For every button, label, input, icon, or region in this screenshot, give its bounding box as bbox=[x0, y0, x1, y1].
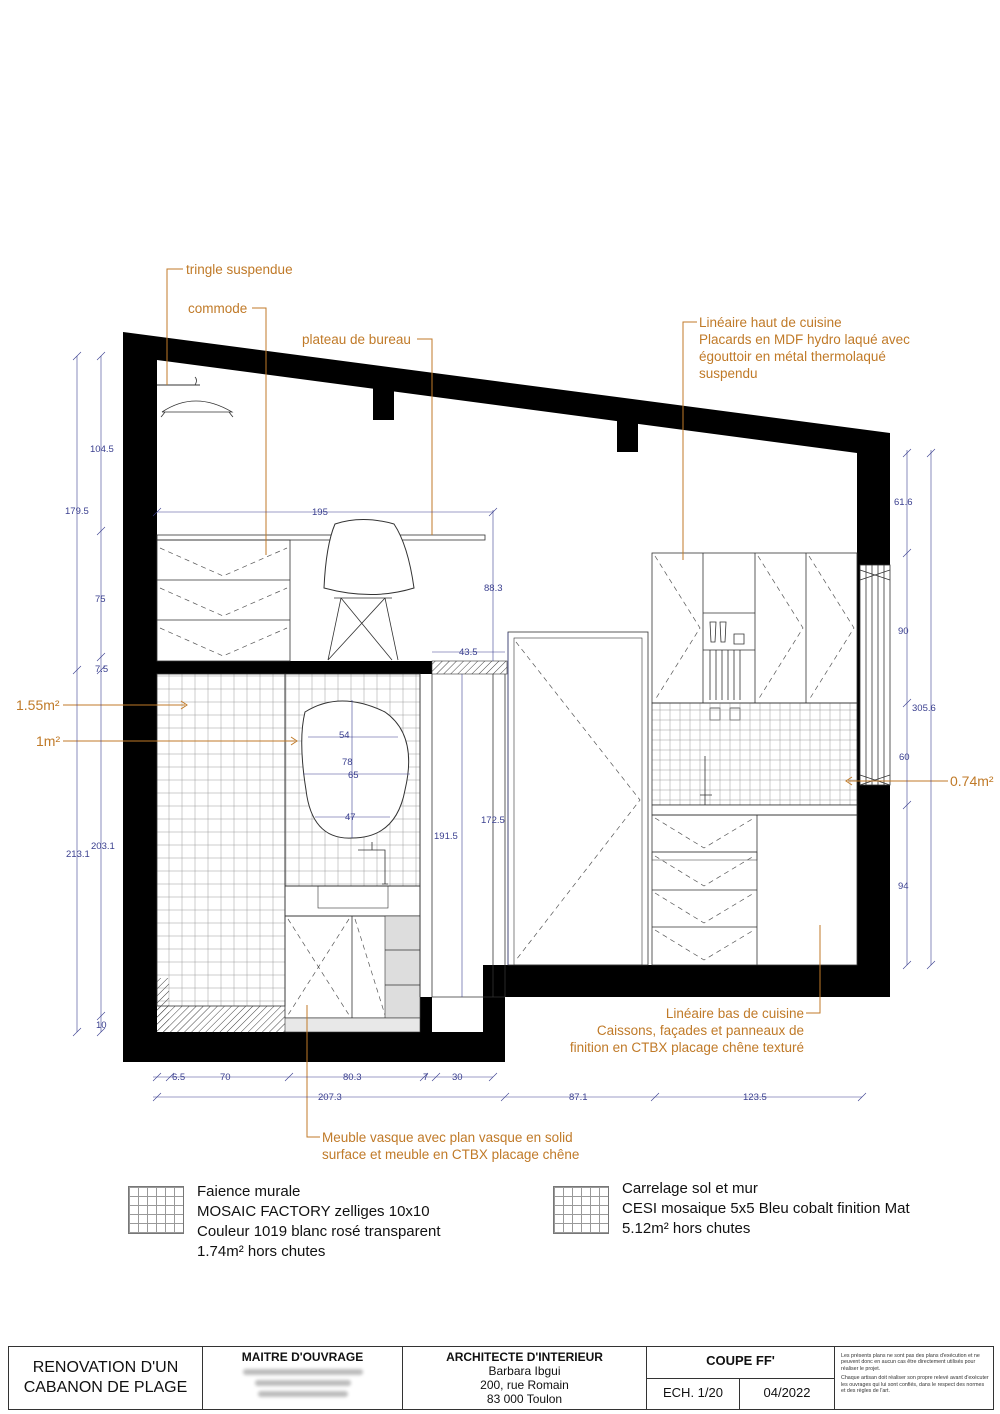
dim-label: 6.5 bbox=[172, 1072, 186, 1083]
label-lineaire-bas-2: Caissons, façades et panneaux de bbox=[596, 1023, 804, 1038]
mezzanine-floor bbox=[157, 661, 432, 674]
partition-wall bbox=[420, 997, 432, 1032]
architect-street: 200, rue Romain bbox=[480, 1378, 569, 1392]
hanging-rail bbox=[157, 377, 233, 417]
dim-label: 80.3 bbox=[343, 1072, 362, 1083]
dim-label: 10 bbox=[96, 1020, 107, 1031]
disclaimer-line: Chaque artisan doit réaliser son propre relevé avant d'exécuter les ouvrages qui lui sont confiés, dans le respect des normes et des règles de l'art. bbox=[841, 1375, 989, 1395]
dim-label: 75 bbox=[95, 594, 106, 605]
label-lineaire-haut-2: Placards en MDF hydro laqué avec bbox=[699, 332, 910, 347]
dim-label: 43.5 bbox=[459, 647, 478, 658]
floor-hatch bbox=[157, 1006, 285, 1032]
legend-line: MOSAIC FACTORY zelliges 10x10 bbox=[197, 1203, 430, 1220]
redacted-owner-city bbox=[258, 1391, 348, 1397]
dim-label: 65 bbox=[348, 770, 359, 781]
redacted-owner-name bbox=[243, 1369, 363, 1375]
label-meuble-vasque-1: Meuble vasque avec plan vasque en solid bbox=[322, 1130, 573, 1145]
splashback-tiles bbox=[652, 703, 857, 805]
disclaimer-line: Les présents plans ne sont pas des plans d'exécution et ne peuvent donc en aucun cas être directement utilisés pour réaliser le projet. bbox=[841, 1353, 980, 1372]
architect-name: Barbara Ibgui bbox=[488, 1364, 561, 1378]
dim-label: 7.5 bbox=[95, 664, 109, 675]
commode bbox=[157, 540, 290, 661]
redacted-owner-address bbox=[255, 1380, 351, 1386]
legend-line: Carrelage sol et mur bbox=[622, 1180, 758, 1197]
disclaimer-notes bbox=[835, 1347, 993, 1409]
dim-label: 47 bbox=[345, 812, 356, 823]
dim-label: 78 bbox=[342, 757, 353, 768]
dim-label: 123.5 bbox=[743, 1092, 767, 1103]
dim-label: 70 bbox=[220, 1072, 231, 1083]
area-label: 1.55m² bbox=[16, 697, 60, 713]
dim-label: 104.5 bbox=[90, 444, 114, 455]
tile-swatch-carrelage bbox=[553, 1186, 609, 1234]
project-title-line: RENOVATION D'UN bbox=[32, 1359, 179, 1376]
sheet-date: 04/2022 bbox=[763, 1385, 811, 1400]
legend-faience bbox=[197, 1182, 441, 1262]
window bbox=[860, 565, 890, 785]
dim-label: 61.6 bbox=[894, 497, 913, 508]
sheet-title: COUPE FF' bbox=[706, 1353, 775, 1368]
wall-tile-area-left bbox=[157, 674, 285, 1006]
dim-label: 207.3 bbox=[318, 1092, 342, 1103]
label-commode: commode bbox=[188, 301, 248, 316]
legend-line: 5.12m² hors chutes bbox=[622, 1220, 751, 1237]
kitchen-upper-cabinets bbox=[652, 553, 857, 720]
partition-column bbox=[420, 674, 505, 997]
architect-block bbox=[403, 1347, 647, 1409]
area-label: 0.74m² bbox=[950, 773, 994, 789]
dim-label: 195 bbox=[312, 507, 328, 518]
label-tringle: tringle suspendue bbox=[186, 262, 293, 277]
tile-swatch-faience bbox=[128, 1186, 184, 1234]
sheet-scale: ECH. 1/20 bbox=[663, 1385, 723, 1400]
label-lineaire-haut-3: égouttoir en métal thermolaqué bbox=[699, 349, 886, 364]
project-title-line: CABANON DE PLAGE bbox=[23, 1379, 188, 1396]
project-title bbox=[9, 1347, 203, 1409]
area-label: 1m² bbox=[36, 733, 61, 749]
dim-label: 191.5 bbox=[434, 831, 458, 842]
dim-label: 60 bbox=[899, 752, 910, 763]
dim-label: 203.1 bbox=[91, 841, 115, 852]
dim-label: 88.3 bbox=[484, 583, 503, 594]
door bbox=[508, 632, 648, 965]
sheet-block bbox=[647, 1347, 835, 1409]
ceiling-beam bbox=[617, 420, 638, 452]
title-block bbox=[8, 1346, 994, 1410]
label-plateau: plateau de bureau bbox=[302, 332, 411, 347]
dim-label: 87.1 bbox=[569, 1092, 588, 1103]
dim-label: 30 bbox=[452, 1072, 463, 1083]
mezzanine-edge bbox=[432, 661, 507, 674]
dim-label: 7 bbox=[423, 1072, 429, 1083]
owner-heading: MAITRE D'OUVRAGE bbox=[241, 1350, 364, 1364]
legend-line: Couleur 1019 blanc rosé transparent bbox=[197, 1223, 441, 1240]
legend-line: 1.74m² hors chutes bbox=[197, 1243, 326, 1260]
dim-label: 305.6 bbox=[912, 703, 936, 714]
dimensions-right bbox=[894, 449, 936, 969]
owner-block bbox=[203, 1347, 403, 1409]
legend-carrelage bbox=[622, 1179, 910, 1239]
kitchen-lower-cabinets bbox=[652, 805, 857, 965]
ceiling-beam bbox=[373, 388, 394, 420]
architect-heading: ARCHITECTE D'INTERIEUR bbox=[446, 1350, 603, 1364]
vanity-cabinet bbox=[285, 886, 420, 1032]
dim-label: 54 bbox=[339, 730, 350, 741]
label-lineaire-haut-4: suspendu bbox=[699, 366, 758, 381]
dim-label: 213.1 bbox=[66, 849, 90, 860]
annotation-commode bbox=[188, 301, 266, 555]
dim-label: 90 bbox=[898, 626, 909, 637]
legend-line: Faience murale bbox=[197, 1183, 301, 1200]
label-lineaire-haut-1: Linéaire haut de cuisine bbox=[699, 315, 842, 330]
dimensions-left bbox=[65, 352, 115, 1036]
dim-label: 94 bbox=[898, 881, 909, 892]
dimensions-bottom bbox=[153, 1072, 866, 1103]
dim-label: 179.5 bbox=[65, 506, 89, 517]
label-lineaire-bas-1: Linéaire bas de cuisine bbox=[665, 1006, 804, 1021]
architect-city: 83 000 Toulon bbox=[486, 1392, 563, 1406]
dim-label: 172.5 bbox=[481, 815, 505, 826]
label-lineaire-bas-3: finition en CTBX placage chêne texturé bbox=[569, 1040, 804, 1055]
label-meuble-vasque-2: surface et meuble en CTBX placage chêne bbox=[322, 1147, 580, 1162]
legend-line: CESI mosaique 5x5 Bleu cobalt finition Mat bbox=[622, 1200, 910, 1217]
chair bbox=[324, 520, 414, 661]
desk-top bbox=[157, 535, 485, 540]
